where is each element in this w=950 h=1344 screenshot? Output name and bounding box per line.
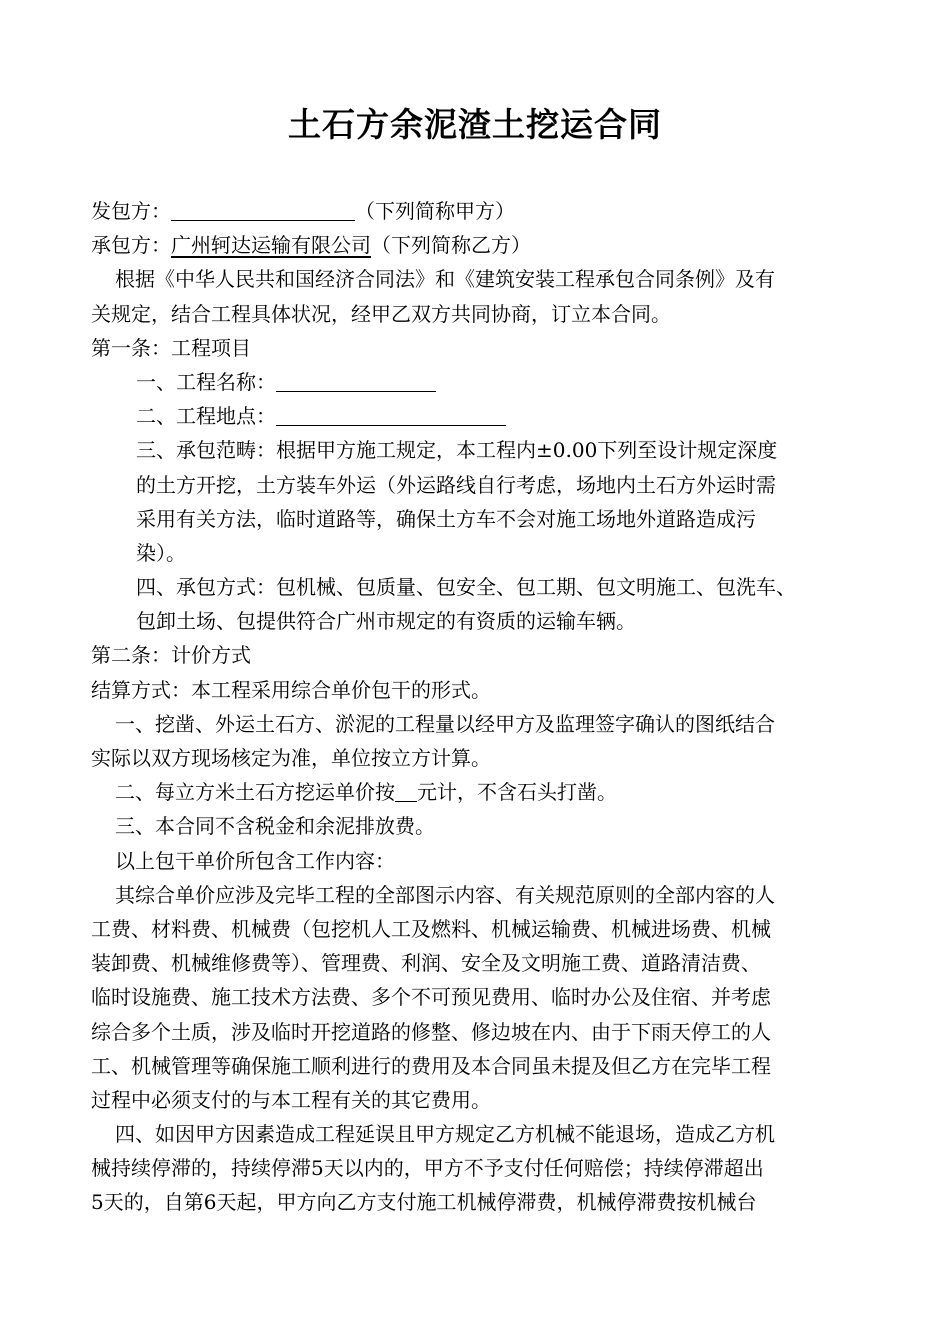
contract-body [91, 194, 861, 1220]
employer-note: （下列简称甲方） [355, 199, 515, 223]
paragraph-line: 工、机械管理等确保施工顺利进行的费用及本合同虽未提及但乙方在完毕工程 [91, 1053, 771, 1078]
unit-price-line [91, 775, 861, 809]
paragraph-line: 关规定，结合工程具体状况，经甲乙双方共同协商，订立本合同。 [91, 301, 671, 326]
paragraph-line: 以上包干单价所包含工作内容： [115, 848, 395, 873]
paragraph-line: 结算方式：本工程采用综合单价包干的形式。 [91, 677, 491, 702]
paragraph-line: 5天的，自第6天起，甲方向乙方支付施工机械停滞费，机械停滞费按机械台 [91, 1190, 757, 1215]
paragraph-line: 四、承包方式：包机械、包质量、包安全、包工期、包文明施工、包洗车、 [136, 575, 796, 600]
contractor-label: 承包方： [91, 233, 171, 258]
paragraph-line: 四、如因甲方因素造成工程延误且甲方规定乙方机械不能退场，造成乙方机 [115, 1122, 775, 1147]
paragraph-line: 械持续停滞的，持续停滞5天以内的，甲方不予支付任何赔偿；持续停滞超出 [91, 1156, 764, 1181]
paragraph-line: 三、承包范畴：根据甲方施工规定，本工程内±0.00下列至设计规定深度 [136, 438, 778, 463]
unit-price-note: 元计，不含石头打凿。 [417, 780, 617, 805]
article-heading: 第二条：计价方式 [91, 643, 251, 668]
article-heading: 第一条：工程项目 [91, 335, 251, 360]
paragraph-line: 采用有关方法，临时道路等，确保土方车不会对施工场地外道路造成污 [136, 506, 756, 531]
paragraph-line: 临时设施费、施工技术方法费、多个不可预见费用、临时办公及住宿、并考虑 [91, 985, 771, 1010]
paragraph-line: 过程中必须支付的与本工程有关的其它费用。 [91, 1087, 491, 1112]
project-name-label: 一、工程名称： [136, 369, 276, 394]
project-name-blank[interactable] [276, 369, 436, 392]
contractor-company: 广州轲达运输有限公司 [171, 233, 371, 258]
paragraph-line: 的土方开挖，土方装车外运（外运路线自行考虑，场地内土石方外运时需 [136, 472, 776, 497]
employer-blank[interactable] [171, 198, 355, 221]
paragraph-line: 装卸费、机械维修费等）、管理费、利润、安全及文明施工费、道路清洁费、 [91, 951, 761, 976]
unit-price-label: 二、每立方米土石方挖运单价按 [115, 780, 395, 805]
project-name-line [91, 365, 861, 399]
unit-price-blank[interactable] [395, 779, 417, 802]
project-location-label: 二、工程地点： [136, 404, 276, 429]
paragraph-line: 其综合单价应涉及完毕工程的全部图示内容、有关规范原则的全部内容的人 [115, 882, 775, 907]
employer-line [91, 194, 861, 228]
document-title: 土石方余泥渣土挖运合同 [288, 105, 662, 144]
paragraph-line: 实际以双方现场核定为准，单位按立方计算。 [91, 746, 491, 770]
contractor-note: （下列简称乙方） [371, 233, 531, 258]
paragraph-line: 一、挖凿、外运土石方、淤泥的工程量以经甲方及监理签字确认的图纸结合 [115, 711, 775, 736]
contractor-line [91, 228, 861, 262]
paragraph-line: 染）。 [136, 540, 186, 565]
employer-label: 发包方： [91, 199, 171, 223]
paragraph-line: 三、本合同不含税金和余泥排放费。 [115, 814, 435, 839]
paragraph-line: 包卸土场、包提供符合广州市规定的有资质的运输车辆。 [136, 609, 636, 634]
project-location-line [91, 399, 861, 433]
paragraph-line: 工费、材料费、机械费（包挖机人工及燃料、机械运输费、机械进场费、机械 [91, 916, 771, 941]
project-location-blank[interactable] [276, 403, 506, 426]
paragraph-line: 综合多个土质，涉及临时开挖道路的修整、修边坡在内、由于下雨天停工的人 [91, 1019, 771, 1044]
paragraph-line: 根据《中华人民共和国经济合同法》和《建筑安装工程承包合同条例》及有 [115, 267, 775, 292]
